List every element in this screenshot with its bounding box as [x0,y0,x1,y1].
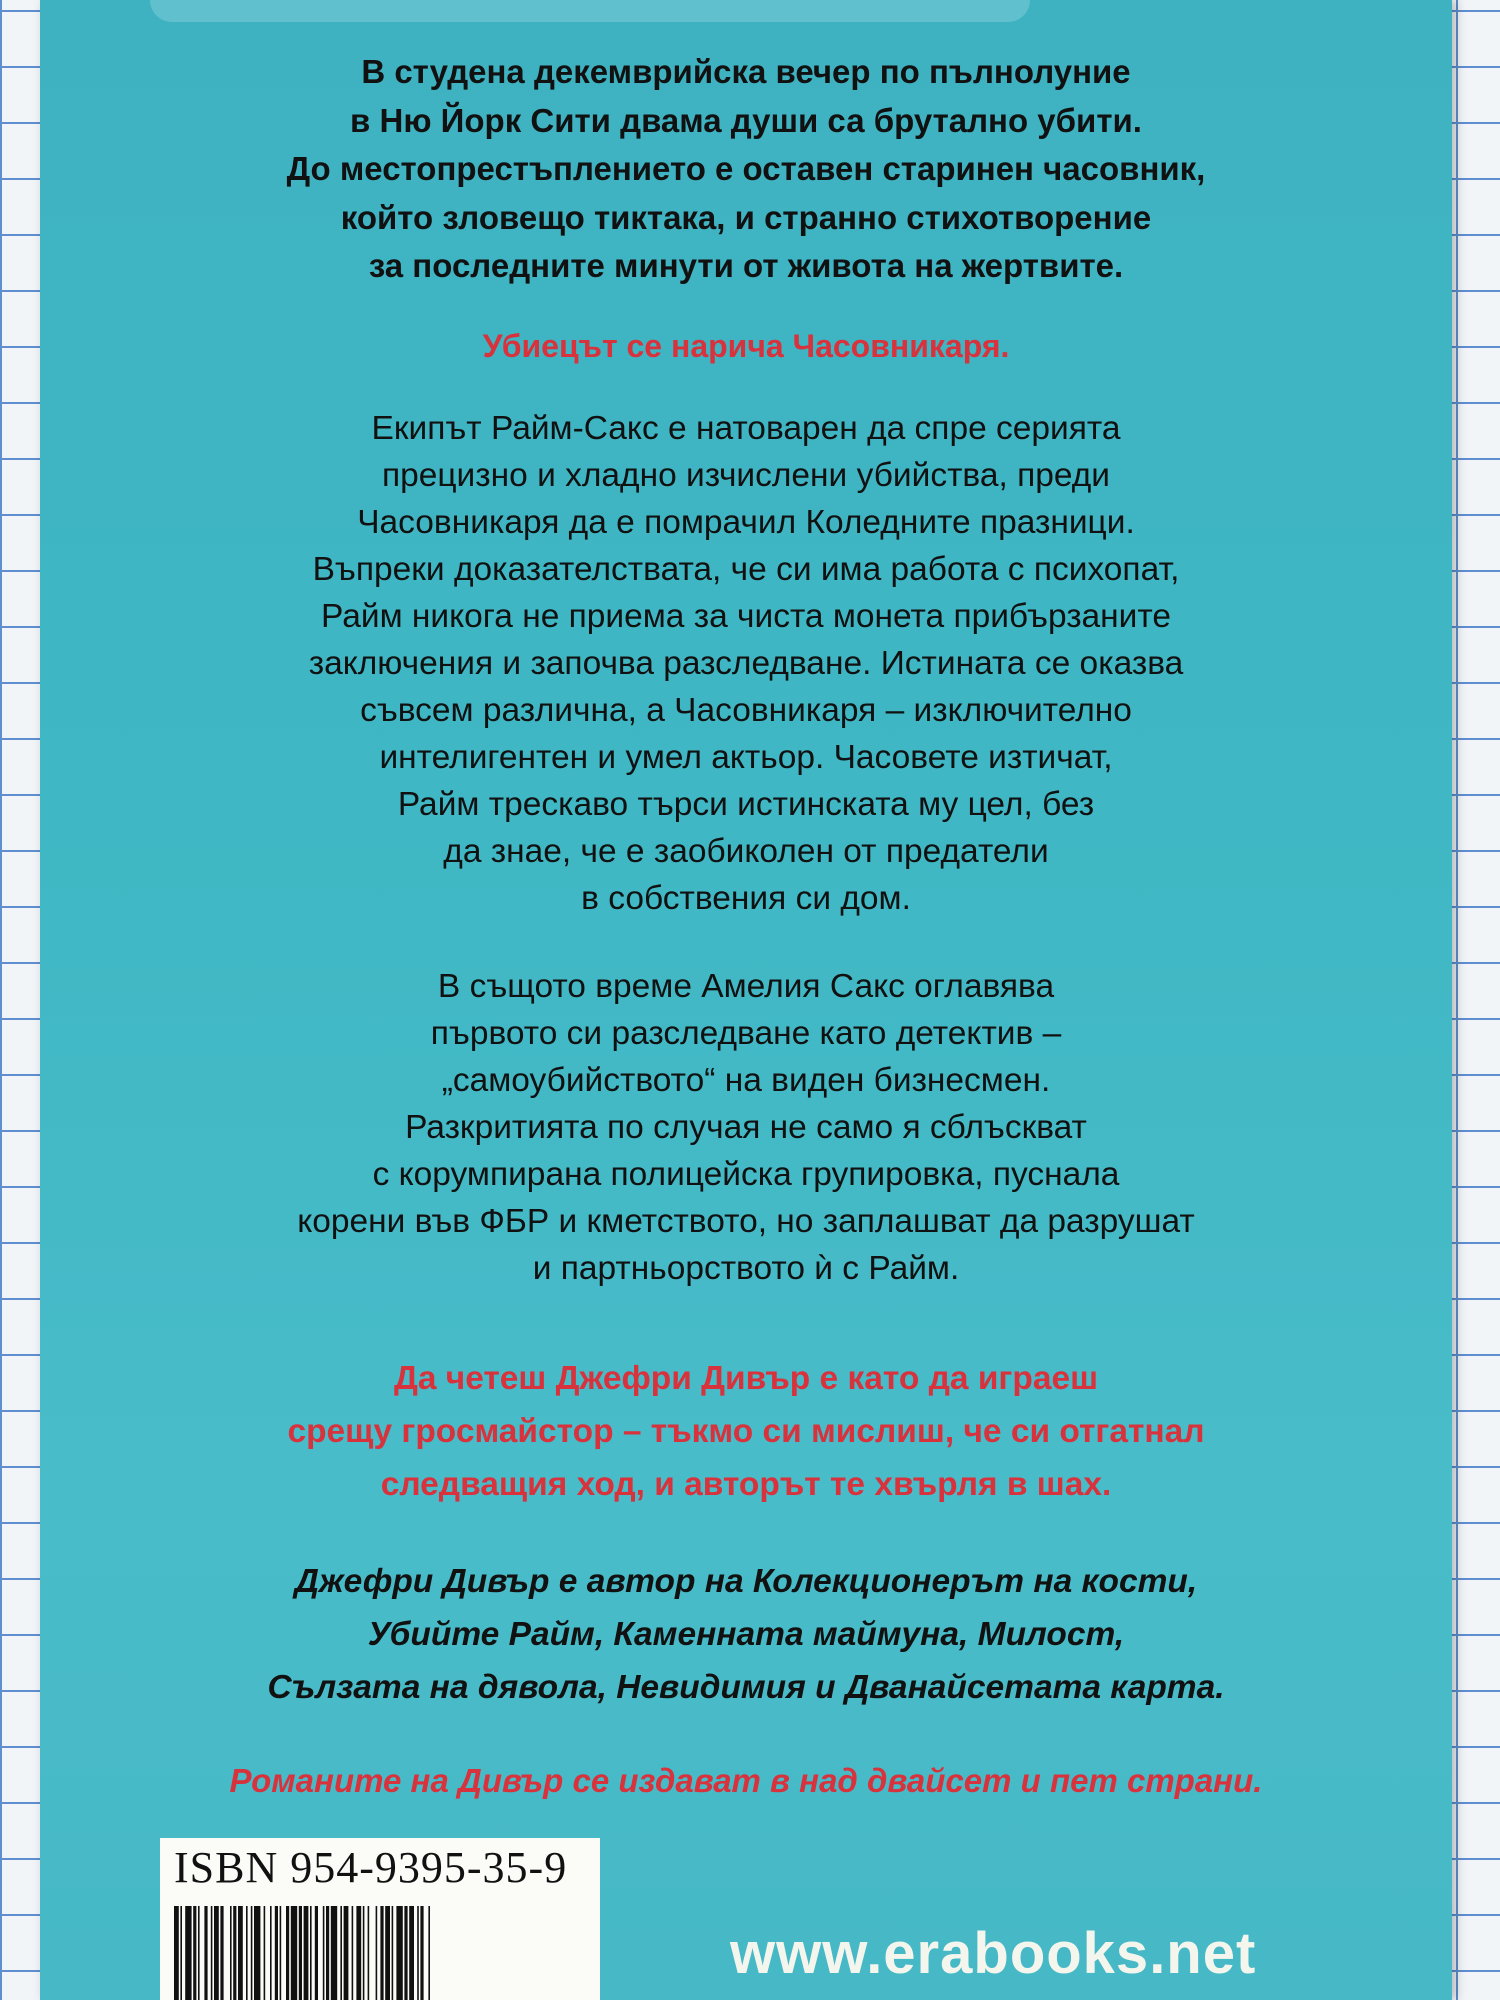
barcode-stripe [286,1906,289,2000]
paragraph-line: прецизно и хладно изчислени убийства, преди [381,457,1111,494]
paragraph-line: Разкритията по случая не само я сблъскват [405,1109,1087,1146]
paragraph-line: Райм трескаво търси истинската му цел, без [397,786,1095,823]
barcode-stripe [246,1906,248,2000]
translations-note: Романите на Дивър се издават в над двайсет и пет страни. [229,1762,1263,1799]
barcode-stripe [363,1906,365,2000]
barcode-stripe [404,1906,407,2000]
barcode-stripe [344,1906,349,2000]
barcode-stripe [211,1906,213,2000]
barcode-stripe [198,1906,200,2000]
intro-text [40,48,1452,291]
barcode-stripe [251,1906,253,2000]
barcode-stripe [368,1906,370,2000]
barcode-stripe [291,1906,297,2000]
barcode-stripe [304,1906,309,2000]
review-quote [40,1352,1452,1511]
barcode-stripe [299,1906,302,2000]
barcode-stripe [230,1906,232,2000]
barcode-bars [174,1906,586,2000]
barcode-stripe [238,1906,243,2000]
barcode-stripe [275,1906,278,2000]
intro-line: за последните минути от живота на жертвите. [368,247,1124,284]
isbn-number: ISBN 954-9395-35-9 [174,1843,568,1892]
paragraph-line: интелигентен и умел актьор. Часовете изтичат, [379,739,1113,776]
barcode-stripe [380,1906,383,2000]
paragraph-line: да знае, че е заобиколен от предатели [443,833,1049,870]
barcode-stripe [214,1906,219,2000]
paragraph-line: Часовникаря да е помрачил Коледните празници. [357,504,1135,541]
barcode-stripe [310,1906,312,2000]
paragraph-line: заключения и започва разследване. Истината се оказва [308,645,1184,682]
synopsis-paragraph-1 [40,405,1452,922]
paragraph-line: съвсем различна, а Часовникаря – изключително [360,692,1132,729]
author-line: Джефри Дивър е автор на Колекционерът на кости, [294,1563,1198,1600]
paragraph-line: първото си разследване като детектив – [430,1015,1062,1052]
barcode-stripe [254,1906,260,2000]
synopsis-paragraph-2 [40,963,1452,1292]
barcode-label [160,1838,600,2000]
book-back-cover [40,0,1452,2000]
intro-line: До местопрестъплението е оставен старинен часовник, [286,150,1206,187]
paragraph-line: „самоубийството“ на виден бизнесмен. [441,1062,1051,1099]
paragraph-line: в собствения си дом. [581,880,911,917]
intro-line: в Ню Йорк Сити двама души са брутално убити. [350,101,1142,139]
barcode-stripe [326,1906,329,2000]
paragraph-line: и партньорството ѝ с Райм. [532,1250,960,1287]
barcode-stripe [220,1906,223,2000]
barcode-stripe [331,1906,337,2000]
barcode-stripe [193,1906,196,2000]
intro-line: В студена декемврийска вечер по пълнолуние [361,53,1131,90]
quote-line: следващия ход, и авторът те хвърля в шах. [380,1466,1112,1503]
paragraph-line: с корумпирана полицейска групировка, пуснала [372,1156,1120,1193]
barcode-stripe [420,1906,423,2000]
intro-line: който зловещо тиктака, и странно стихотворение [340,198,1152,236]
paragraph-line: Въпреки доказателствата, че си има работа с психопат, [312,551,1180,588]
barcode-stripe [409,1906,414,2000]
paragraph-line: Екипът Райм-Сакс е натоварен да спре серията [371,410,1121,447]
barcode-stripe [174,1906,179,2000]
quote-line: Да четеш Джефри Дивър е като да играеш [393,1360,1099,1397]
barcode-stripe [185,1906,191,2000]
barcode-stripe [392,1906,394,2000]
barcode-stripe [264,1906,266,2000]
barcode-stripe [417,1906,419,2000]
barcode-stripe [180,1906,182,2000]
barcode-stripe [428,1906,430,2000]
barcode-stripe [376,1906,378,2000]
barcode-stripe [396,1906,402,2000]
barcode-stripe [340,1906,342,2000]
author-line: Убийте Райм, Каменната маймуна, Милост, [367,1616,1125,1653]
barcode-stripe [356,1906,361,2000]
barcode-stripe [270,1906,272,2000]
paragraph-line: корени във ФБР и кметството, но заплашват да разрушат [297,1203,1195,1240]
barcode-stripe [280,1906,282,2000]
paragraph-line: В същото време Амелия Сакс оглавява [437,968,1055,1005]
author-line: Сълзата на дявола, Невидимия и Дванайсетата карта. [267,1669,1225,1706]
barcode-stripe [233,1906,236,2000]
barcode-stripe [315,1906,318,2000]
publisher-website: www.erabooks.net [730,1921,1257,1986]
barcode-stripe [385,1906,390,2000]
killer-tagline: Убиецът се нарича Часовникаря. [482,328,1010,364]
barcode-stripe [204,1906,207,2000]
author-bibliography [40,1555,1452,1714]
barcode-stripe [323,1906,325,2000]
quote-line: срещу гросмайстор – тъкмо си мислиш, че си отгатнал [287,1413,1205,1450]
barcode-stripe [352,1906,354,2000]
paragraph-line: Райм никога не приема за чиста монета прибързаните [321,598,1171,635]
